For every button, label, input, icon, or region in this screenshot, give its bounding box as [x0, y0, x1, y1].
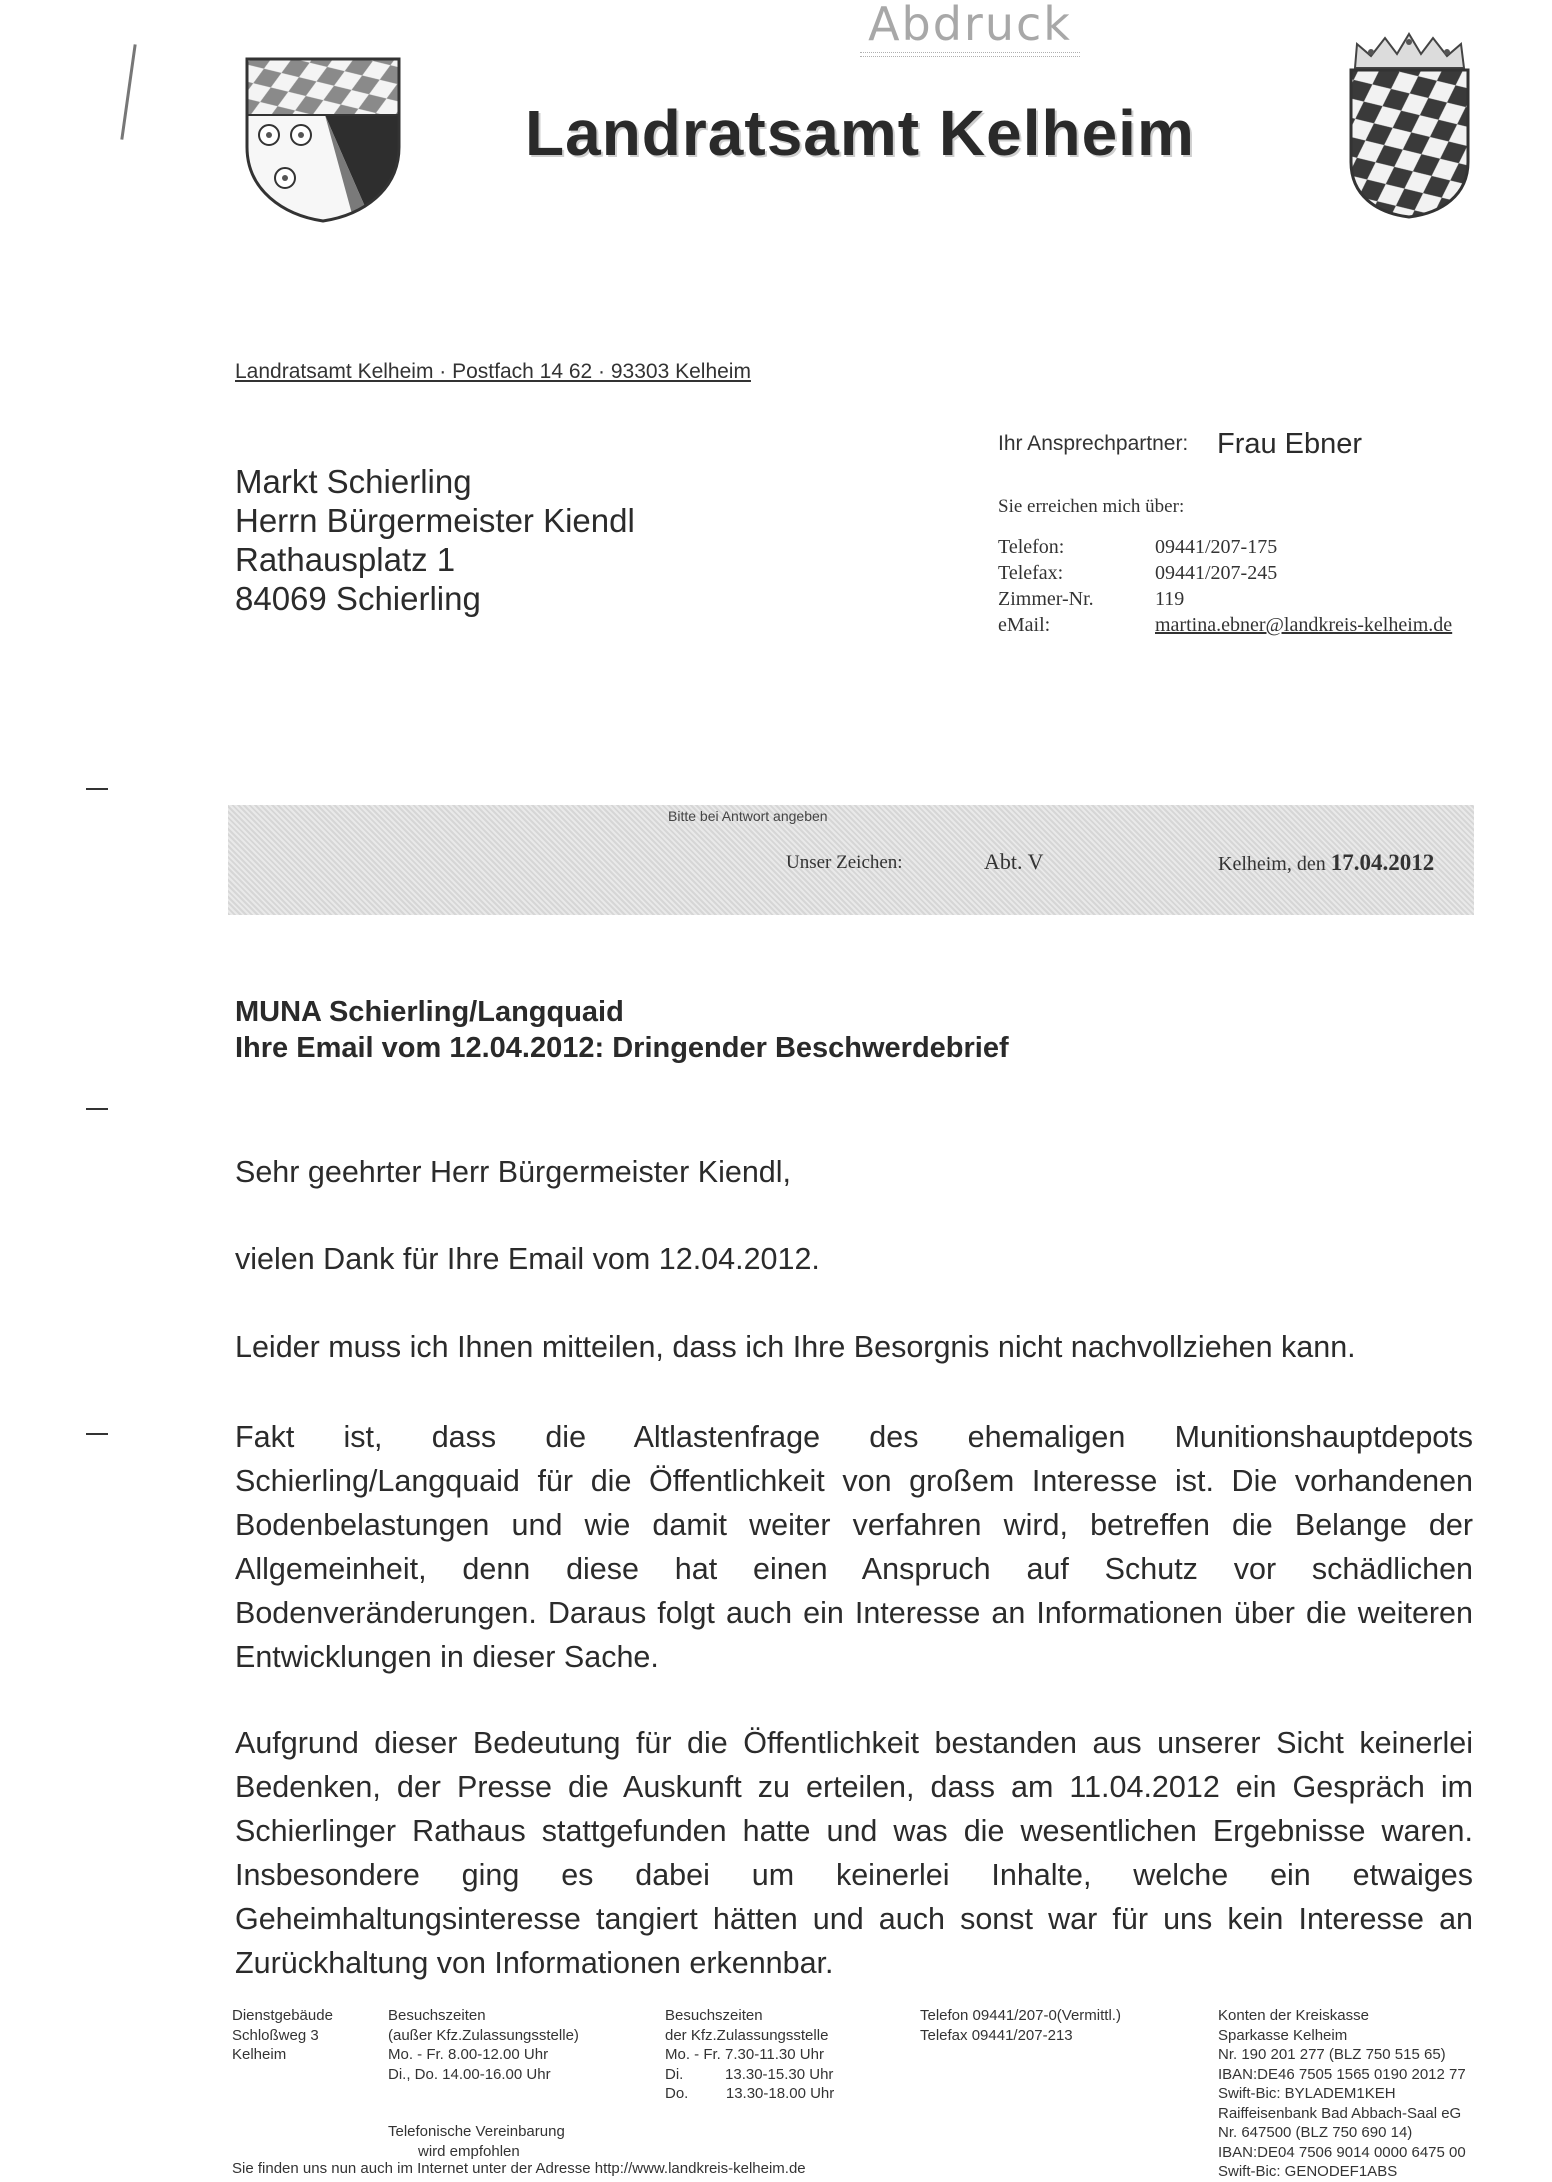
- footer-line: Swift-Bic: BYLADEM1KEH: [1218, 2085, 1396, 2102]
- footer-line: Telefax 09441/207-213: [920, 2026, 1073, 2044]
- recipient-line: Markt Schierling: [235, 463, 472, 500]
- reference-value: Abt. V: [984, 849, 1044, 874]
- contact-key: Telefax:: [998, 562, 1064, 584]
- footer-building: [232, 2006, 333, 2065]
- kelheim-coat-of-arms-icon: [243, 55, 403, 225]
- stamp-text: Abdruck: [868, 0, 1072, 51]
- reply-hint: Bitte bei Antwort angeben: [668, 808, 828, 824]
- footer-line: Mo. - Fr. 8.00-12.00 Uhr: [388, 2046, 549, 2063]
- date-prefix: Kelheim, den: [1218, 853, 1326, 875]
- footer-line: Di. 13.30-15.30 Uhr: [665, 2065, 834, 2083]
- recipient-line: Rathausplatz 1: [235, 541, 456, 578]
- footer-line: Nr. 190 201 277 (BLZ 750 515 65): [1218, 2046, 1446, 2063]
- contact-key: Telefon:: [998, 536, 1065, 558]
- pen-mark: [120, 44, 136, 139]
- footer-line: Dienstgebäude: [232, 2007, 333, 2024]
- contact-person-label: Ihr Ansprechpartner:: [998, 432, 1189, 455]
- footer-registration-hours: [665, 2006, 834, 2104]
- footer-internet: Sie finden uns nun auch im Internet unter der Adresse http://www.landkreis-kelheim.de: [232, 2160, 806, 2177]
- footer-line: (außer Kfz.Zulassungsstelle): [388, 2026, 579, 2044]
- footer-line: IBAN:DE04 7506 9014 0000 6475 00: [1218, 2143, 1466, 2161]
- email-link[interactable]: martina.ebner@landkreis-kelheim.de: [1155, 614, 1453, 636]
- contact-keys: [998, 534, 1094, 638]
- fold-mark: [86, 1108, 108, 1110]
- footer-line: Raiffeisenbank Bad Abbach-Saal eG: [1218, 2104, 1462, 2122]
- footer-line: Do. 13.30-18.00 Uhr: [665, 2085, 835, 2102]
- reference-label: Unser Zeichen:: [786, 852, 903, 873]
- punch-mark: [86, 1433, 108, 1435]
- fold-mark: [86, 788, 108, 790]
- footer-line: Di., Do. 14.00-16.00 Uhr: [388, 2065, 551, 2083]
- footer-line: Swift-Bic: GENODEF1ABS: [1218, 2163, 1398, 2180]
- contact-values: [1155, 534, 1452, 638]
- footer-line: Konten der Kreiskasse: [1218, 2007, 1369, 2024]
- subject-line: Ihre Email vom 12.04.2012: Dringender Beschwerdebrief: [235, 1032, 1009, 1064]
- footer-line: wird empfohlen: [418, 2142, 520, 2160]
- footer-line: Besuchszeiten: [388, 2007, 486, 2024]
- footer-line: IBAN:DE46 7505 1565 0190 2012 77: [1218, 2065, 1466, 2083]
- contact-person-name: Frau Ebner: [1217, 428, 1363, 460]
- footer-line: Mo. - Fr. 7.30-11.30 Uhr: [665, 2046, 824, 2063]
- salutation: Sehr geehrter Herr Bürgermeister Kiendl,: [235, 1155, 792, 1189]
- contact-key: eMail:: [998, 614, 1051, 636]
- recipient-line: 84069 Schierling: [235, 580, 481, 617]
- paragraph: Leider muss ich Ihnen mitteilen, dass ich Ihre Besorgnis nicht nachvollziehen kann.: [235, 1330, 1356, 1364]
- footer-line: der Kfz.Zulassungsstelle: [665, 2026, 829, 2044]
- footer-bank-accounts: [1218, 2006, 1466, 2182]
- footer-phone: [920, 2006, 1121, 2045]
- sender-address-line: Landratsamt Kelheim · Postfach 14 62 · 93303 Kelheim: [235, 360, 751, 383]
- footer-line: Telefon 09441/207-0(Vermittl.): [920, 2007, 1121, 2024]
- paragraph: Fakt ist, dass die Altlastenfrage des ehemaligen Munitionshauptdepots Schierling/Langquaid für die Öffentlichkeit von großem Interesse ist. Die vorhandenen Bodenbelastungen und wie damit weiter verfahren wird, betreffen die Belange der Allgemeinheit, denn diese hat einen Anspruch auf Schutz vor schädlichen Bodenveränderungen. Daraus folgt auch ein Interesse an Informationen über die weiteren Entwicklungen in dieser Sache.: [235, 1420, 1473, 1674]
- subject: [235, 994, 1009, 1066]
- footer-line: Sparkasse Kelheim: [1218, 2026, 1348, 2044]
- footer-line: Besuchszeiten: [665, 2007, 763, 2024]
- phone-value: 09441/207-175: [1155, 536, 1278, 558]
- abdruck-stamp: [860, 0, 1080, 64]
- footer-line: Telefonische Vereinbarung: [388, 2123, 565, 2140]
- stamp-underline: [860, 52, 1080, 57]
- subject-line: MUNA Schierling/Langquaid: [235, 996, 624, 1028]
- paragraph: Aufgrund dieser Bedeutung für die Öffentlichkeit bestanden aus unserer Sicht keinerlei Bedenken, der Presse die Auskunft zu erteilen, dass am 11.04.2012 ein Gespräch im Schierlinger Rathaus stattgefunden hatte und was die wesentlichen Ergebnisse waren. Insbesondere ging es dabei um keinerlei Inhalte, welche ein etwaiges Geheimhaltungsinteresse tangiert hätten und auch sonst war für uns kein Interesse an Zurückhaltung von Informationen erkennbar.: [235, 1726, 1473, 1980]
- reach-me-label: Sie erreichen mich über:: [998, 496, 1185, 517]
- date-value: 17.04.2012: [1330, 850, 1435, 875]
- recipient-address: [235, 462, 635, 618]
- recipient-line: Herrn Bürgermeister Kiendl: [235, 502, 635, 539]
- footer-line: Kelheim: [232, 2046, 287, 2063]
- fax-value: 09441/207-245: [1155, 562, 1278, 584]
- bavaria-coat-of-arms-icon: [1347, 30, 1472, 220]
- footer-line: Schloßweg 3: [232, 2026, 319, 2044]
- paragraph: vielen Dank für Ihre Email vom 12.04.2012.: [235, 1242, 820, 1276]
- room-value: 119: [1155, 588, 1185, 610]
- footer-line: Nr. 647500 (BLZ 750 690 14): [1218, 2124, 1413, 2141]
- contact-key: Zimmer-Nr.: [998, 588, 1094, 610]
- footer-visiting-hours: [388, 2006, 579, 2084]
- footer-phone-note: [388, 2122, 565, 2161]
- page-title: Landratsamt Kelheim: [525, 97, 1195, 169]
- letter-date: [1218, 850, 1434, 876]
